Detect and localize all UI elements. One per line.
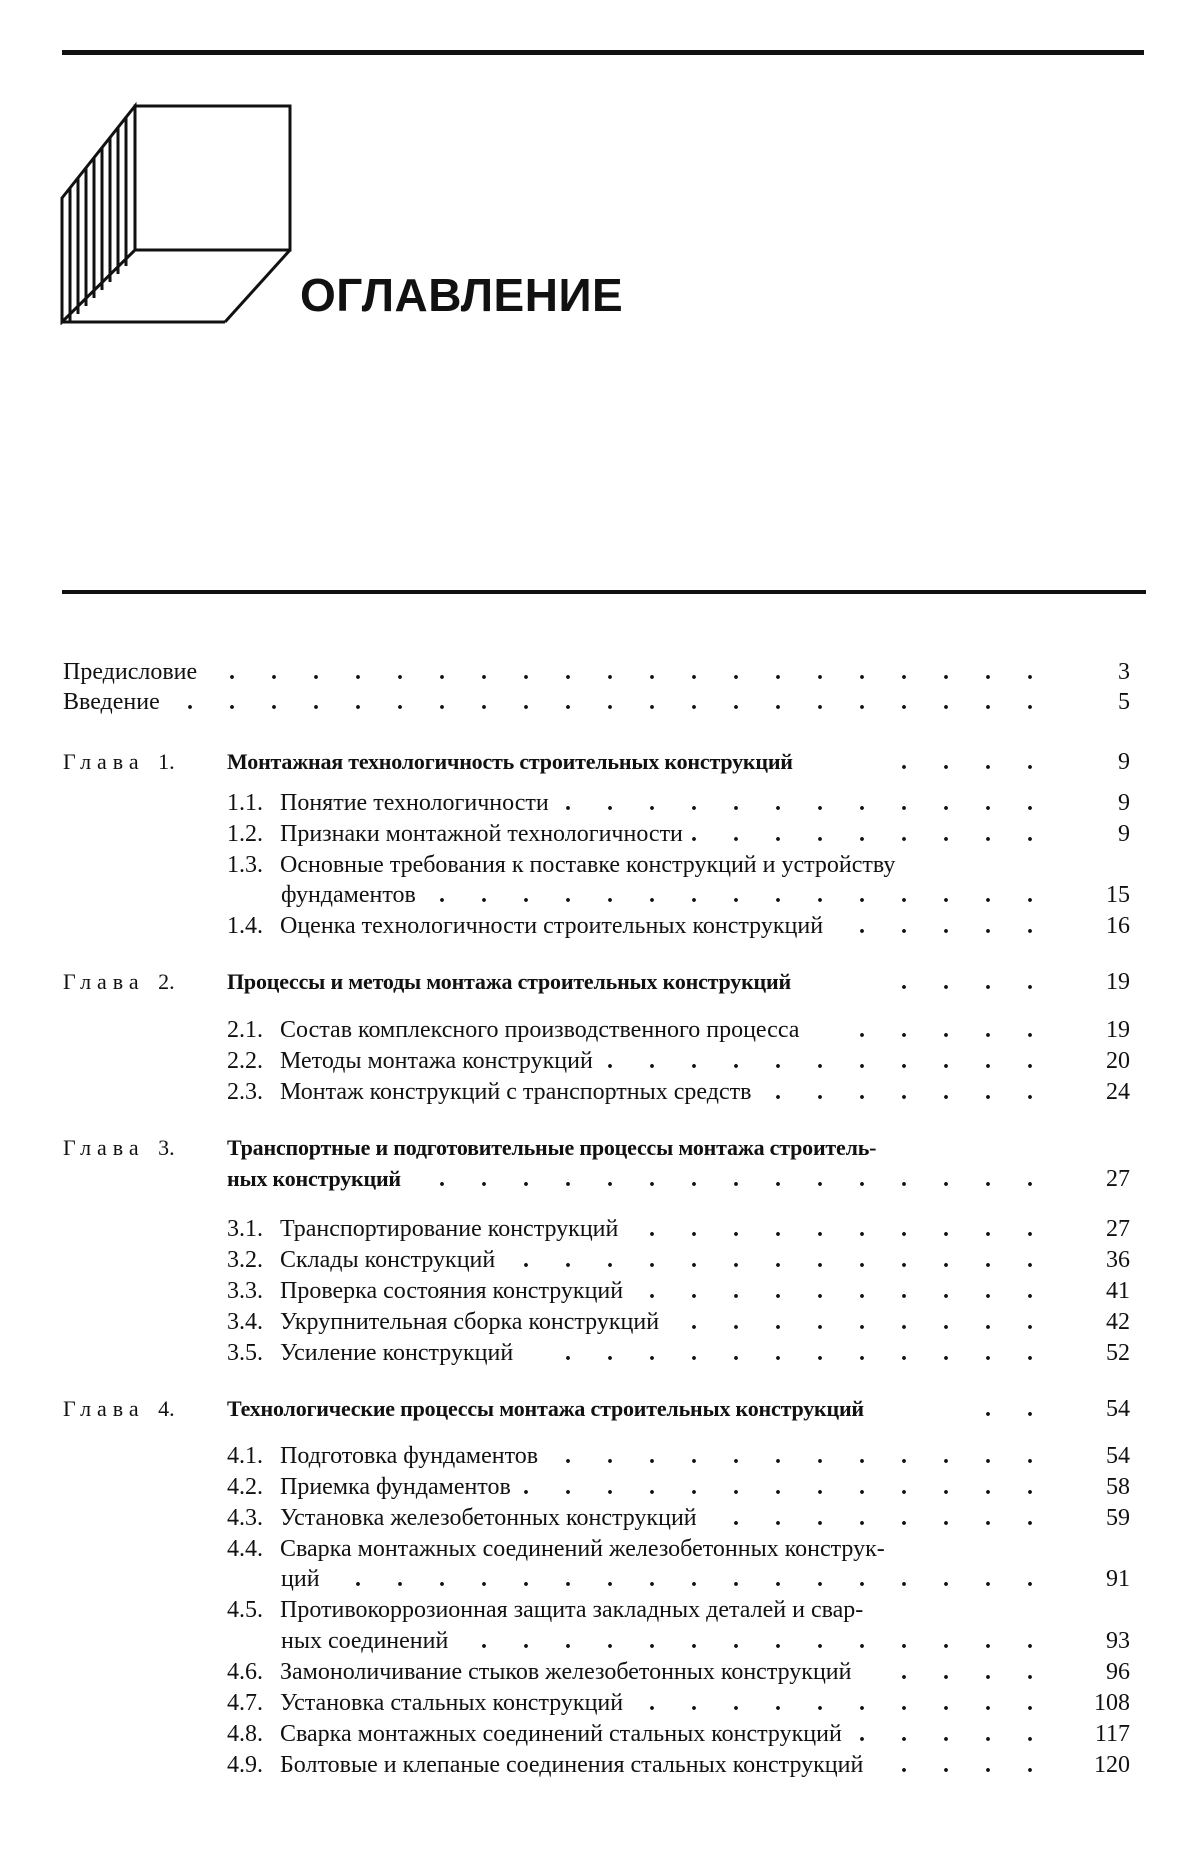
toc-line xyxy=(0,1442,1200,1470)
toc-line xyxy=(0,789,1200,817)
chapter-label xyxy=(63,968,175,996)
section-title: Приемка фундаментов xyxy=(280,1474,511,1500)
section-number: 4.8. xyxy=(227,1721,263,1747)
section-title: Оценка технологичности строительных конструкций xyxy=(280,913,824,939)
chapter-number: 1. xyxy=(158,749,175,774)
leader-dots: . . . . . . . . . . xyxy=(649,1278,1048,1304)
section-number: 2.1. xyxy=(227,1017,263,1043)
leader-dots: . . . . . xyxy=(859,1017,1048,1043)
leader-dots: . . . . . xyxy=(859,1721,1048,1747)
section-page: 16 xyxy=(1106,913,1130,939)
leader-dots: . . . . . . . . . . xyxy=(649,1690,1048,1716)
leader-dots: . . . . . . . . . . . . . . . xyxy=(439,1166,1048,1192)
section-title: Склады конструкций xyxy=(280,1247,496,1273)
section-page: 9 xyxy=(1118,790,1130,816)
top-rule xyxy=(62,50,1144,55)
chapter-title: Технологические процессы монтажа строительных конструкций xyxy=(227,1396,864,1421)
chapter-title: Монтажная технологичность строительных конструкций xyxy=(227,749,793,774)
section-number: 4.2. xyxy=(227,1474,263,1500)
section-number: 4.9. xyxy=(227,1752,263,1778)
section-page: 15 xyxy=(1106,882,1130,908)
page-title: ОГЛАВЛЕНИЕ xyxy=(300,269,624,321)
section-title: Установка стальных конструкций xyxy=(280,1690,624,1716)
chapter-word: Глава xyxy=(63,1135,145,1160)
chapter-label xyxy=(63,748,175,776)
leader-dots: . . . . xyxy=(901,1752,1048,1778)
section-page: 9 xyxy=(1118,821,1130,847)
toc-line xyxy=(0,1720,1200,1748)
leader-dots: . . . . . . . . . . . . xyxy=(565,790,1048,816)
toc-entry-page: 5 xyxy=(1118,689,1130,715)
chapter-title: Транспортные и подготовительные процессы монтажа строитель- xyxy=(227,1135,877,1160)
chapter-label xyxy=(63,1134,175,1162)
toc-line xyxy=(0,1751,1200,1779)
chapter-word: Глава xyxy=(63,749,145,774)
section-title: Признаки монтажной технологичности xyxy=(280,821,683,847)
toc-line xyxy=(0,1395,1200,1423)
leader-dots: . . . . . . . . . . . . . xyxy=(523,1474,1048,1500)
toc-line xyxy=(0,1277,1200,1305)
section-number: 3.2. xyxy=(227,1247,263,1273)
section-page: 108 xyxy=(1094,1690,1130,1716)
section-rule xyxy=(62,590,1146,594)
section-number: 4.3. xyxy=(227,1505,263,1531)
section-title: Понятие технологичности xyxy=(280,790,549,816)
toc-line xyxy=(0,1047,1200,1075)
chapter-number: 2. xyxy=(158,969,175,994)
section-page: 41 xyxy=(1106,1278,1130,1304)
leader-dots: . . xyxy=(985,1396,1048,1422)
toc-line xyxy=(0,1689,1200,1717)
toc-line xyxy=(0,658,1200,686)
section-number: 2.3. xyxy=(227,1079,263,1105)
leader-dots: . . . . xyxy=(901,749,1048,775)
section-title: Монтаж конструкций с транспортных средств xyxy=(280,1079,752,1105)
leader-dots: . . . . . . . . . . xyxy=(649,1216,1048,1242)
section-number: 4.1. xyxy=(227,1443,263,1469)
leader-dots: . . . . xyxy=(901,1659,1048,1685)
section-number: 1.2. xyxy=(227,821,263,847)
toc-line xyxy=(0,912,1200,940)
chapter-page: 27 xyxy=(1106,1166,1130,1192)
toc-line xyxy=(0,1535,1200,1563)
section-title: Транспортирование конструкций xyxy=(280,1216,619,1242)
section-page: 20 xyxy=(1106,1048,1130,1074)
toc-line xyxy=(0,1246,1200,1274)
chapter-page: 54 xyxy=(1106,1396,1130,1422)
toc-line xyxy=(0,1165,1200,1193)
toc-line xyxy=(0,1658,1200,1686)
leader-dots: . . . . . . . . . xyxy=(691,821,1048,847)
leader-dots: . . . . . . . . . xyxy=(691,1309,1048,1335)
toc-line xyxy=(0,1473,1200,1501)
section-title: Основные требования к поставке конструкций и устройству xyxy=(280,852,896,878)
section-number: 3.1. xyxy=(227,1216,263,1242)
toc-line xyxy=(0,1134,1200,1162)
section-number: 3.5. xyxy=(227,1340,263,1366)
section-title: Сварка монтажных соединений железобетонных конструк- xyxy=(280,1536,885,1562)
toc-line xyxy=(0,968,1200,996)
section-number: 3.3. xyxy=(227,1278,263,1304)
chapter-number: 3. xyxy=(158,1135,175,1160)
section-page: 93 xyxy=(1106,1628,1130,1654)
leader-dots: . . . . . . . xyxy=(775,1079,1048,1105)
section-page: 96 xyxy=(1106,1659,1130,1685)
section-page: 54 xyxy=(1106,1443,1130,1469)
section-title: Укрупнительная сборка конструкций xyxy=(280,1309,660,1335)
chapter-title: Процессы и методы монтажа строительных конструкций xyxy=(227,969,791,994)
section-page: 59 xyxy=(1106,1505,1130,1531)
section-title: Противокоррозионная защита закладных деталей и свар- xyxy=(280,1597,864,1623)
toc-line xyxy=(0,820,1200,848)
section-title: фундаментов xyxy=(281,882,416,908)
section-title: ных соединений xyxy=(281,1628,449,1654)
toc-line xyxy=(0,1627,1200,1655)
section-page: 24 xyxy=(1106,1079,1130,1105)
leader-dots: . . . . . . . . . . . . . xyxy=(523,1247,1048,1273)
toc-line xyxy=(0,1078,1200,1106)
toc-line xyxy=(0,1339,1200,1367)
section-title: Состав комплексного производственного процесса xyxy=(280,1017,800,1043)
chapter-page: 19 xyxy=(1106,969,1130,995)
section-number: 1.1. xyxy=(227,790,263,816)
leader-dots: . . . . . . . . . . . . xyxy=(565,1340,1048,1366)
toc-line xyxy=(0,1215,1200,1243)
leader-dots: . . . . . . . . . . . . . . . . . xyxy=(355,1566,1048,1592)
section-page: 52 xyxy=(1106,1340,1130,1366)
toc-line xyxy=(0,1596,1200,1624)
chapter-number: 4. xyxy=(158,1396,175,1421)
toc-entry-title: Предисловие xyxy=(63,659,198,685)
section-number: 4.6. xyxy=(227,1659,263,1685)
toc-line xyxy=(0,688,1200,716)
leader-dots: . . . . . . . . . . . . . . . . . . . . xyxy=(229,659,1048,685)
section-number: 1.3. xyxy=(227,852,263,878)
chapter-label xyxy=(63,1395,175,1423)
toc-line xyxy=(0,1308,1200,1336)
section-title: Сварка монтажных соединений стальных конструкций xyxy=(280,1721,842,1747)
section-title: ций xyxy=(281,1566,320,1592)
section-title: Болтовые и клепаные соединения стальных конструкций xyxy=(280,1752,864,1778)
toc-line xyxy=(0,1504,1200,1532)
leader-dots: . . . . . . . . . . . . . . . xyxy=(439,882,1048,908)
toc-line xyxy=(0,1016,1200,1044)
section-number: 4.7. xyxy=(227,1690,263,1716)
section-title: Методы монтажа конструкций xyxy=(280,1048,593,1074)
section-title: Проверка состояния конструкций xyxy=(280,1278,624,1304)
toc-line xyxy=(0,851,1200,879)
section-number: 3.4. xyxy=(227,1309,263,1335)
toc-entry-title: Введение xyxy=(63,689,160,715)
leader-dots: . . . . . . . . . . . xyxy=(607,1048,1048,1074)
leader-dots: . . . . . . . . . . . . xyxy=(565,1443,1048,1469)
chapter-page: 9 xyxy=(1118,749,1130,775)
section-page: 42 xyxy=(1106,1309,1130,1335)
chapter-word: Глава xyxy=(63,969,145,994)
leader-dots: . . . . . . . . . . . . . . xyxy=(481,1628,1048,1654)
toc-line xyxy=(0,881,1200,909)
section-title: Подготовка фундаментов xyxy=(280,1443,539,1469)
toc-line xyxy=(0,1565,1200,1593)
section-number: 4.5. xyxy=(227,1597,263,1623)
leader-dots: . . . . xyxy=(901,969,1048,995)
section-page: 117 xyxy=(1094,1721,1130,1747)
section-title: Установка железобетонных конструкций xyxy=(280,1505,697,1531)
leader-dots: . . . . . . . . xyxy=(733,1505,1048,1531)
leader-dots: . . . . . xyxy=(859,913,1048,939)
section-title: Усиление конструкций xyxy=(280,1340,514,1366)
cube-emblem-icon xyxy=(60,100,300,325)
chapter-title: ных конструкций xyxy=(227,1166,401,1191)
section-page: 120 xyxy=(1094,1752,1130,1778)
toc-entry-page: 3 xyxy=(1118,659,1130,685)
section-page: 58 xyxy=(1106,1474,1130,1500)
section-page: 27 xyxy=(1106,1216,1130,1242)
section-number: 1.4. xyxy=(227,913,263,939)
section-page: 91 xyxy=(1106,1566,1130,1592)
chapter-word: Глава xyxy=(63,1396,145,1421)
section-number: 4.4. xyxy=(227,1536,263,1562)
section-page: 19 xyxy=(1106,1017,1130,1043)
section-title: Замоноличивание стыков железобетонных конструкций xyxy=(280,1659,852,1685)
section-page: 36 xyxy=(1106,1247,1130,1273)
section-number: 2.2. xyxy=(227,1048,263,1074)
toc-line xyxy=(0,748,1200,776)
leader-dots: . . . . . . . . . . . . . . . . . . . . . xyxy=(187,689,1048,715)
